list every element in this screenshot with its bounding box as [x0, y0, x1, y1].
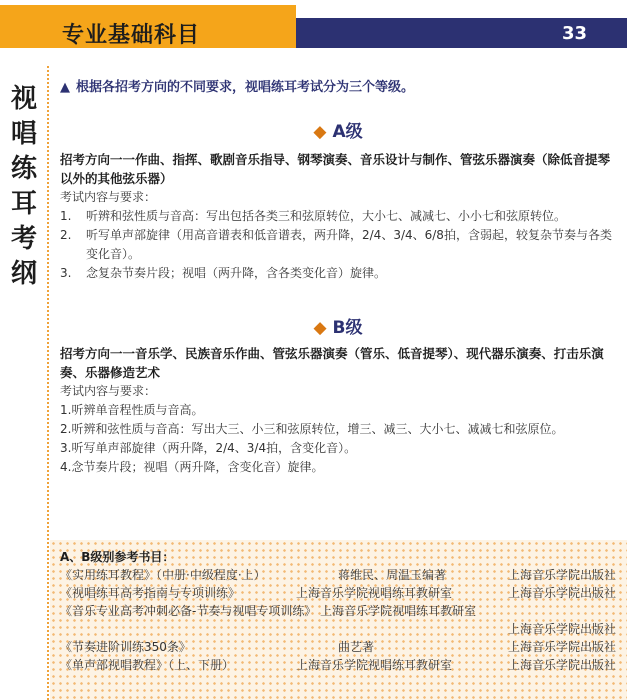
ref-publisher: 上海音乐学院出版社	[507, 658, 616, 672]
level-a-direction: 招考方向一一作曲、指挥、歌剧音乐指导、钢琴演奏、音乐设计与制作、管弦乐器演奏（除低音提琴以外的其他弦乐器）	[60, 152, 611, 186]
list-item	[60, 207, 616, 226]
list-item	[60, 439, 616, 458]
reference-row	[60, 656, 620, 674]
item-number: 2.	[60, 228, 72, 242]
ref-author: 蒋维民、周温玉编著	[338, 568, 447, 582]
side-title-char: 考	[10, 224, 37, 254]
ref-publisher: 上海音乐学院出版社	[507, 622, 616, 636]
list-item	[60, 458, 616, 477]
ref-author: 上海音乐学院视唱练耳教研室	[296, 586, 453, 600]
diamond-icon: ◆	[313, 318, 327, 338]
item-text: 念复杂节奏片段；视唱（两升降，含各类变化音）旋律。	[86, 266, 387, 280]
ref-book-title: 《实用练耳教程》（中册·中级程度·上）	[60, 568, 266, 582]
reference-row	[60, 602, 620, 620]
references-title: A、B级别参考书目：	[60, 550, 175, 564]
side-title	[8, 82, 40, 292]
side-title-char: 唱	[10, 119, 37, 149]
ref-author: 上海音乐学院视唱练耳教研室	[296, 658, 453, 672]
level-b-direction: 招考方向一一音乐学、民族音乐作曲、管弦乐器演奏（管乐、低音提琴）、现代器乐演奏、打击乐演奏、乐器修造艺术	[60, 346, 604, 380]
header-tab	[0, 5, 296, 48]
level-b-requirements-label: 考试内容与要求：	[60, 384, 157, 398]
side-title-char: 耳	[10, 189, 37, 219]
list-item	[60, 420, 616, 439]
item-text: 听辨和弦性质与音高：写出包括各类三和弦原转位，大小七、减减七、小小七和弦原转位。	[86, 209, 567, 223]
item-number: 3.	[60, 266, 72, 280]
item-text: 念节奏片段；视唱（两升降，含变化音）旋律。	[71, 460, 324, 474]
ref-publisher: 上海音乐学院出版社	[507, 640, 616, 654]
ref-book-title: 《视唱练耳高考指南与专项训练》	[60, 586, 241, 600]
level-a-title	[60, 117, 616, 142]
item-text: 听辨和弦性质与音高：写出大三、小三和弦原转位，增三、减三、大小七、减减七和弦原位。	[71, 422, 564, 436]
ref-publisher: 上海音乐学院出版社	[507, 568, 616, 582]
section-title: 专业基础科目	[62, 23, 201, 48]
list-item	[60, 401, 616, 420]
list-item	[60, 264, 616, 283]
ref-publisher: 上海音乐学院出版社	[507, 586, 616, 600]
item-number: 4.	[60, 460, 72, 474]
ref-book-title: 《单声部视唱教程》（上、下册）	[60, 658, 235, 672]
ref-book-title: 《音乐专业高考冲刺必备-节奏与视唱专项训练》 上海音乐学院视唱练耳教研室	[60, 604, 477, 618]
level-b-title	[60, 313, 616, 338]
ref-book-title: 《节奏进阶训练350条》	[60, 640, 191, 654]
item-text: 听写单声部旋律（两升降，2/4、3/4拍，含变化音）。	[71, 441, 357, 455]
references-panel	[50, 540, 627, 700]
side-title-char: 视	[10, 84, 37, 114]
level-a-requirements-label: 考试内容与要求：	[60, 190, 157, 204]
triangle-icon: ▲	[60, 80, 70, 95]
item-number: 1.	[60, 209, 72, 223]
reference-row	[60, 638, 620, 656]
level-b-items	[60, 401, 616, 477]
level-a-items	[60, 207, 616, 283]
reference-row	[60, 566, 620, 584]
side-title-char: 纲	[10, 259, 37, 289]
dotted-divider	[47, 66, 49, 700]
reference-row	[60, 620, 620, 638]
ref-author: 曲艺著	[338, 640, 375, 654]
item-number: 3.	[60, 441, 72, 455]
page-number: 33	[561, 23, 587, 44]
list-item	[60, 226, 616, 264]
item-number: 2.	[60, 422, 72, 436]
intro-text: 根据各招考方向的不同要求，视唱练耳考试分为三个等级。	[76, 80, 415, 95]
references-list	[60, 548, 620, 674]
item-text: 听写单声部旋律（用高音谱表和低音谱表，两升降，2/4、3/4、6/8拍，含弱起，较复杂节奏与各类变化音）。	[86, 228, 612, 261]
level-a-label: A级	[332, 122, 363, 142]
reference-row	[60, 584, 620, 602]
side-title-char: 练	[10, 154, 37, 184]
item-text: 听辨单音程性质与音高。	[71, 403, 204, 417]
main-content	[60, 76, 616, 477]
item-number: 1.	[60, 403, 72, 417]
diamond-icon: ◆	[313, 122, 327, 142]
intro-line	[60, 76, 616, 95]
level-b-label: B级	[332, 318, 363, 338]
